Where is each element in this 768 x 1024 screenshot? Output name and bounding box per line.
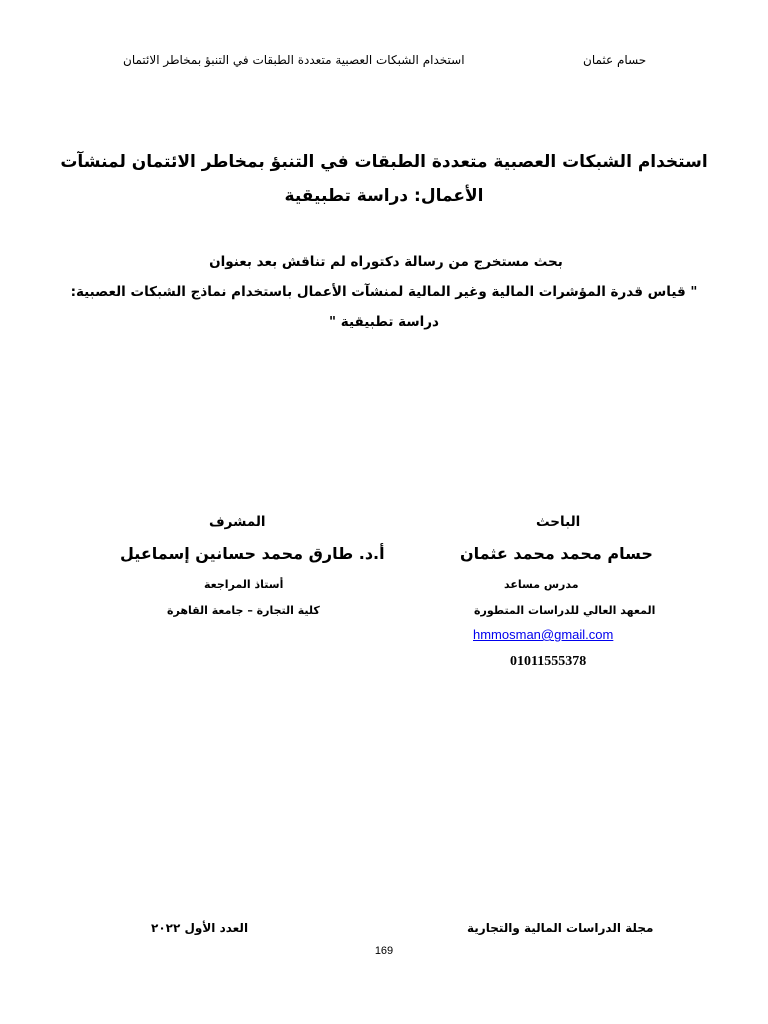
page-number: 169 xyxy=(374,945,394,957)
supervisor-label: المشرف xyxy=(209,514,266,530)
subtitle-line-2: " قياس قدرة المؤشرات المالية وغير المالية لمنشآت الأعمال باستخدام نماذج الشبكات العصبية: xyxy=(70,284,698,300)
supervisor-name: أ.د. طارق محمد حسانين إسماعيل xyxy=(120,544,385,563)
researcher-name: حسام محمد محمد عثمان xyxy=(460,544,653,563)
footer-issue: العدد الأول ٢٠٢٢ xyxy=(151,921,249,935)
paper-title-line-2: الأعمال: دراسة تطبيقية xyxy=(284,186,484,206)
header-running-title: استخدام الشبكات العصبية متعددة الطبقات في التنبؤ بمخاطر الائتمان xyxy=(123,53,465,67)
subtitle-line-1: بحث مستخرج من رسالة دكتوراه لم تناقش بعد بعنوان xyxy=(209,254,563,270)
researcher-email-link[interactable]: hmmosman@gmail.com xyxy=(473,627,614,642)
supervisor-position: أستاذ المراجعة xyxy=(204,578,284,591)
paper-title-line-1: استخدام الشبكات العصبية متعددة الطبقات في التنبؤ بمخاطر الائتمان لمنشآت xyxy=(60,152,708,172)
researcher-position: مدرس مساعد xyxy=(504,578,579,591)
researcher-institution: المعهد العالي للدراسات المتطورة xyxy=(474,604,656,617)
researcher-label: الباحث xyxy=(536,514,581,530)
researcher-phone: 01011555378 xyxy=(510,654,587,669)
header-author: حسام عثمان xyxy=(583,53,647,67)
subtitle-line-3: دراسة تطبيقية " xyxy=(329,314,439,330)
footer-journal: مجلة الدراسات المالية والتجارية xyxy=(467,921,654,935)
supervisor-institution: كلية التجارة – جامعة القاهرة xyxy=(167,604,320,617)
